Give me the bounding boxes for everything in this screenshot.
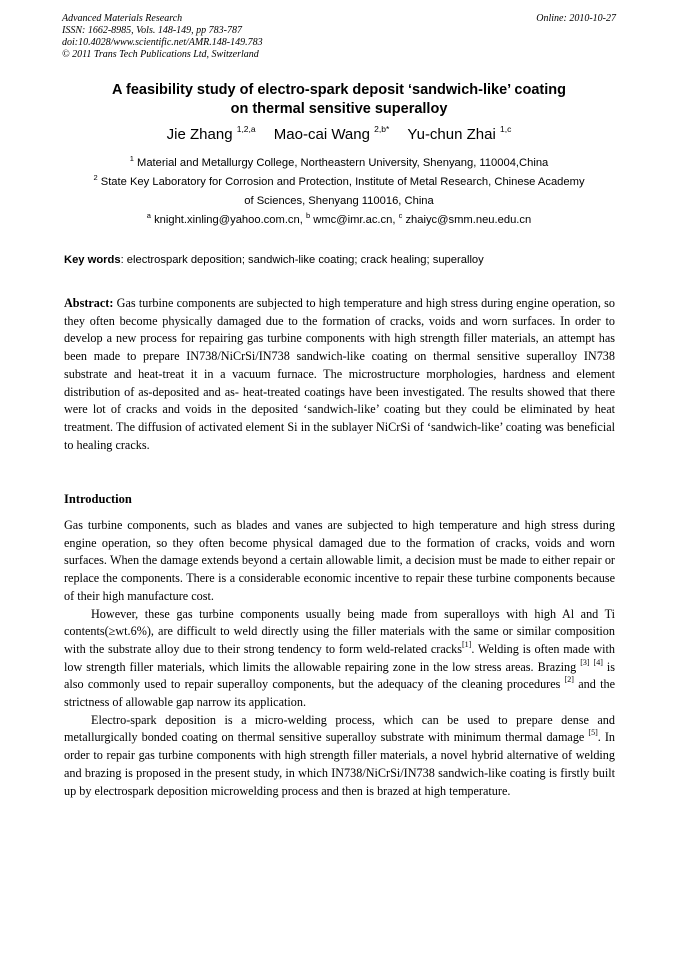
- issn-line: ISSN: 1662-8985, Vols. 148-149, pp 783-787: [62, 25, 242, 36]
- keywords-label: Key words: [64, 254, 121, 266]
- intro-paragraph-2: [64, 606, 615, 712]
- section-heading-introduction: Introduction: [64, 492, 132, 506]
- journal-name: Advanced Materials Research: [62, 13, 183, 24]
- author: [167, 126, 256, 143]
- citation-ref: [5]: [588, 728, 598, 738]
- author: [407, 126, 511, 143]
- paragraph-text: However, these gas turbine components usually being made from superalloys with high Al and Ti contents(≥wt.6%), are difficult to weld directly using the filler materials with the same or similar composition with the substrate alloy due to their strong tendency to form weld-related cracks: [64, 606, 615, 656]
- keywords-line: [64, 252, 618, 268]
- affiliation-text: Material and Metallurgy College, Northeastern University, Shenyang, 110004,China: [137, 157, 549, 169]
- affiliation-marker: 1: [129, 154, 134, 163]
- introduction-body: [64, 517, 615, 800]
- doi-line: doi:10.4028/www.scientific.net/AMR.148-149.783: [62, 37, 263, 48]
- author: [274, 126, 389, 143]
- email-address: wmc@imr.ac.cn,: [313, 214, 396, 226]
- abstract-label: Abstract:: [64, 296, 114, 310]
- author-affiliation-marker: 1,c: [499, 124, 512, 134]
- email-address: knight.xinling@yahoo.com.cn,: [154, 214, 303, 226]
- affiliation-1: [56, 154, 622, 173]
- email-address: zhaiyc@smm.neu.edu.cn: [405, 214, 532, 226]
- citation-ref: [3]: [580, 657, 590, 667]
- keywords-text: : electrospark deposition; sandwich-like coating; crack healing; superalloy: [120, 254, 484, 266]
- email-marker: b: [305, 211, 311, 220]
- copyright-line: © 2011 Trans Tech Publications Ltd, Switzerland: [62, 49, 259, 60]
- abstract-text: Gas turbine components are subjected to high temperature and high stress during engine operation, so they often become physically damaged due to the formation of cracks, voids and worn surfaces. In order to develop a new process for repairing gas turbine components with high strength filler materials, an attempt has been made to prepare IN738/NiCrSi/IN738 sandwich-like coating on thermal sensitive superalloy IN738 substrate and heat-treat it in a vacuum furnace. The microstructure morphologies, hardness and element distribution of as-deposited and as- heat-treated coatings have been investigated. The results showed that there were lot of cracks and voids in the deposited ‘sandwich-like’ coating but they could be eliminated by heat treatment. The diffusion of activated element Si in the sublayer NiCrSi of ‘sandwich-like’ coating was beneficial to healing cracks.: [64, 296, 615, 452]
- journal-header: [62, 13, 616, 61]
- email-list: [56, 211, 622, 230]
- author-list: [60, 125, 618, 145]
- paragraph-text: is also commonly used to repair superalloy components, but the adequacy of the cleaning procedures: [64, 659, 616, 692]
- online-date: Online: 2010-10-27: [536, 13, 616, 24]
- affiliation-2-continued: of Sciences, Shenyang 110016, China: [244, 195, 434, 207]
- affiliation-text: State Key Laboratory for Corrosion and Protection, Institute of Metal Research, Chinese Academy: [100, 176, 585, 188]
- email-marker: c: [398, 211, 403, 220]
- intro-paragraph-1: Gas turbine components, such as blades and vanes are subjected to high temperature and high stress during engine operation, so they often become physical damaged due to the formation of cracks, voids and worn surfaces. When the damage extends beyond a certain allowable limit, a decision must be made to either repair or replace the components. There is a considerable economic incentive to repair these turbine components because of their high manufacture cost.: [64, 518, 615, 603]
- intro-paragraph-3: [64, 712, 615, 801]
- citation-ref: [4]: [593, 657, 603, 667]
- title-line-1: A feasibility study of electro-spark deposit ‘sandwich-like’ coating: [112, 82, 566, 98]
- author-name: Jie Zhang: [166, 126, 233, 143]
- paragraph-text: Electro-spark deposition is a micro-welding process, which can be used to prepare dense and metallurgically bonded coating on thermal sensitive superalloy substrate with minimum thermal damage: [64, 712, 615, 745]
- paragraph-text: and the strictness of allowable gap narrow its application.: [64, 677, 615, 710]
- affiliation-marker: 2: [93, 173, 98, 182]
- citation-ref: [1]: [462, 639, 472, 649]
- title-line-2: on thermal sensitive superalloy: [230, 101, 448, 117]
- paragraph-text: . Welding is often made with low strength filler materials, which limits the allowable repairing zone in the low stress areas. Brazing: [64, 641, 615, 674]
- affiliations: [56, 154, 622, 230]
- author-name: Yu-chun Zhai: [407, 126, 496, 143]
- author-affiliation-marker: 2,b*: [374, 124, 390, 134]
- paragraph-text: . In order to repair gas turbine components with high strength filler materials, a novel hybrid alternative of welding and brazing is proposed in the present study, in which IN738/NiCrSi/IN738 sandwich-like coating is firstly built up by electrospark deposition microwelding process and then is brazed at high temperature.: [64, 730, 616, 798]
- author-affiliation-marker: 1,2,a: [236, 124, 256, 134]
- author-name: Mao-cai Wang: [273, 126, 370, 143]
- paper-title: [60, 81, 618, 119]
- citation-ref: [2]: [564, 675, 574, 685]
- email-marker: a: [146, 211, 151, 220]
- abstract-paragraph: [64, 295, 615, 454]
- affiliation-2: [56, 173, 622, 192]
